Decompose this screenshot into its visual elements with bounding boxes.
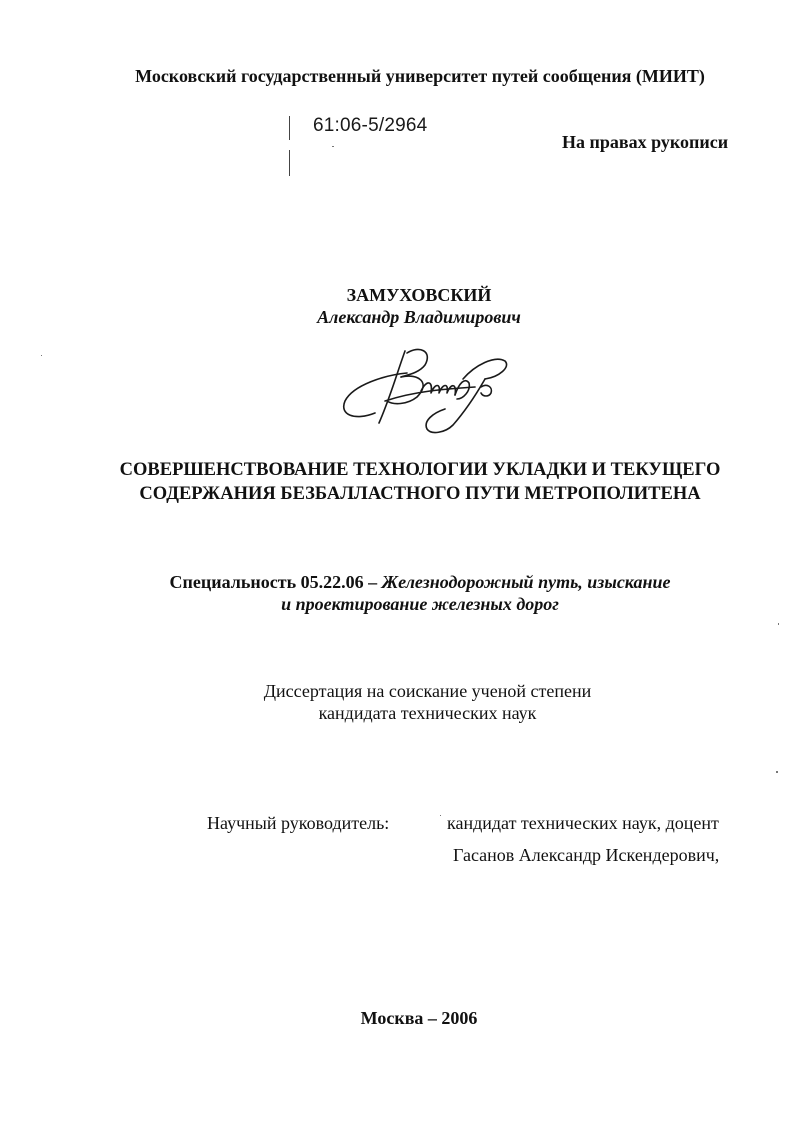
stamp-mark — [289, 116, 290, 140]
manuscript-rights-note: На правах рукописи — [562, 132, 729, 152]
specialty-label: Специальность — [169, 572, 297, 592]
specialty-code: 05.22.06 — [300, 572, 364, 592]
scan-speck — [332, 146, 334, 147]
specialty-name: Железнодорожный путь, изыскание — [381, 572, 671, 592]
supervisor-name: Гасанов Александр Искендерович, — [453, 845, 720, 865]
stamp-mark — [289, 150, 290, 176]
archive-number: 61:06-5/2964 — [313, 115, 428, 136]
scan-speck — [440, 815, 441, 816]
supervisor-degree: кандидат технических наук, доцент — [447, 813, 719, 833]
specialty-name-continued: и проектирование железных дорог — [281, 594, 559, 614]
supervisor-label: Научный руководитель: — [207, 813, 390, 833]
degree-line: кандидата технических наук — [318, 703, 537, 723]
author-surname: ЗАМУХОВСКИЙ — [346, 285, 492, 305]
author-signature — [335, 343, 525, 438]
university-name: Московский государственный университет путей сообщения (МИИТ) — [135, 66, 705, 86]
scan-speck — [776, 771, 778, 773]
scan-speck — [778, 623, 779, 625]
scan-speck — [41, 355, 42, 356]
specialty-line — [0, 572, 797, 593]
dissertation-title-line: СОВЕРШЕНСТВОВАНИЕ ТЕХНОЛОГИИ УКЛАДКИ И ТЕКУЩЕГО — [119, 460, 721, 480]
specialty-dash: – — [368, 572, 378, 592]
dissertation-title-line: СОДЕРЖАНИЯ БЕЗБАЛЛАСТНОГО ПУТИ МЕТРОПОЛИТЕНА — [139, 484, 701, 504]
degree-line: Диссертация на соискание ученой степени — [263, 681, 592, 701]
city-year: Москва – 2006 — [360, 1008, 478, 1028]
author-name: Александр Владимирович — [317, 307, 521, 327]
